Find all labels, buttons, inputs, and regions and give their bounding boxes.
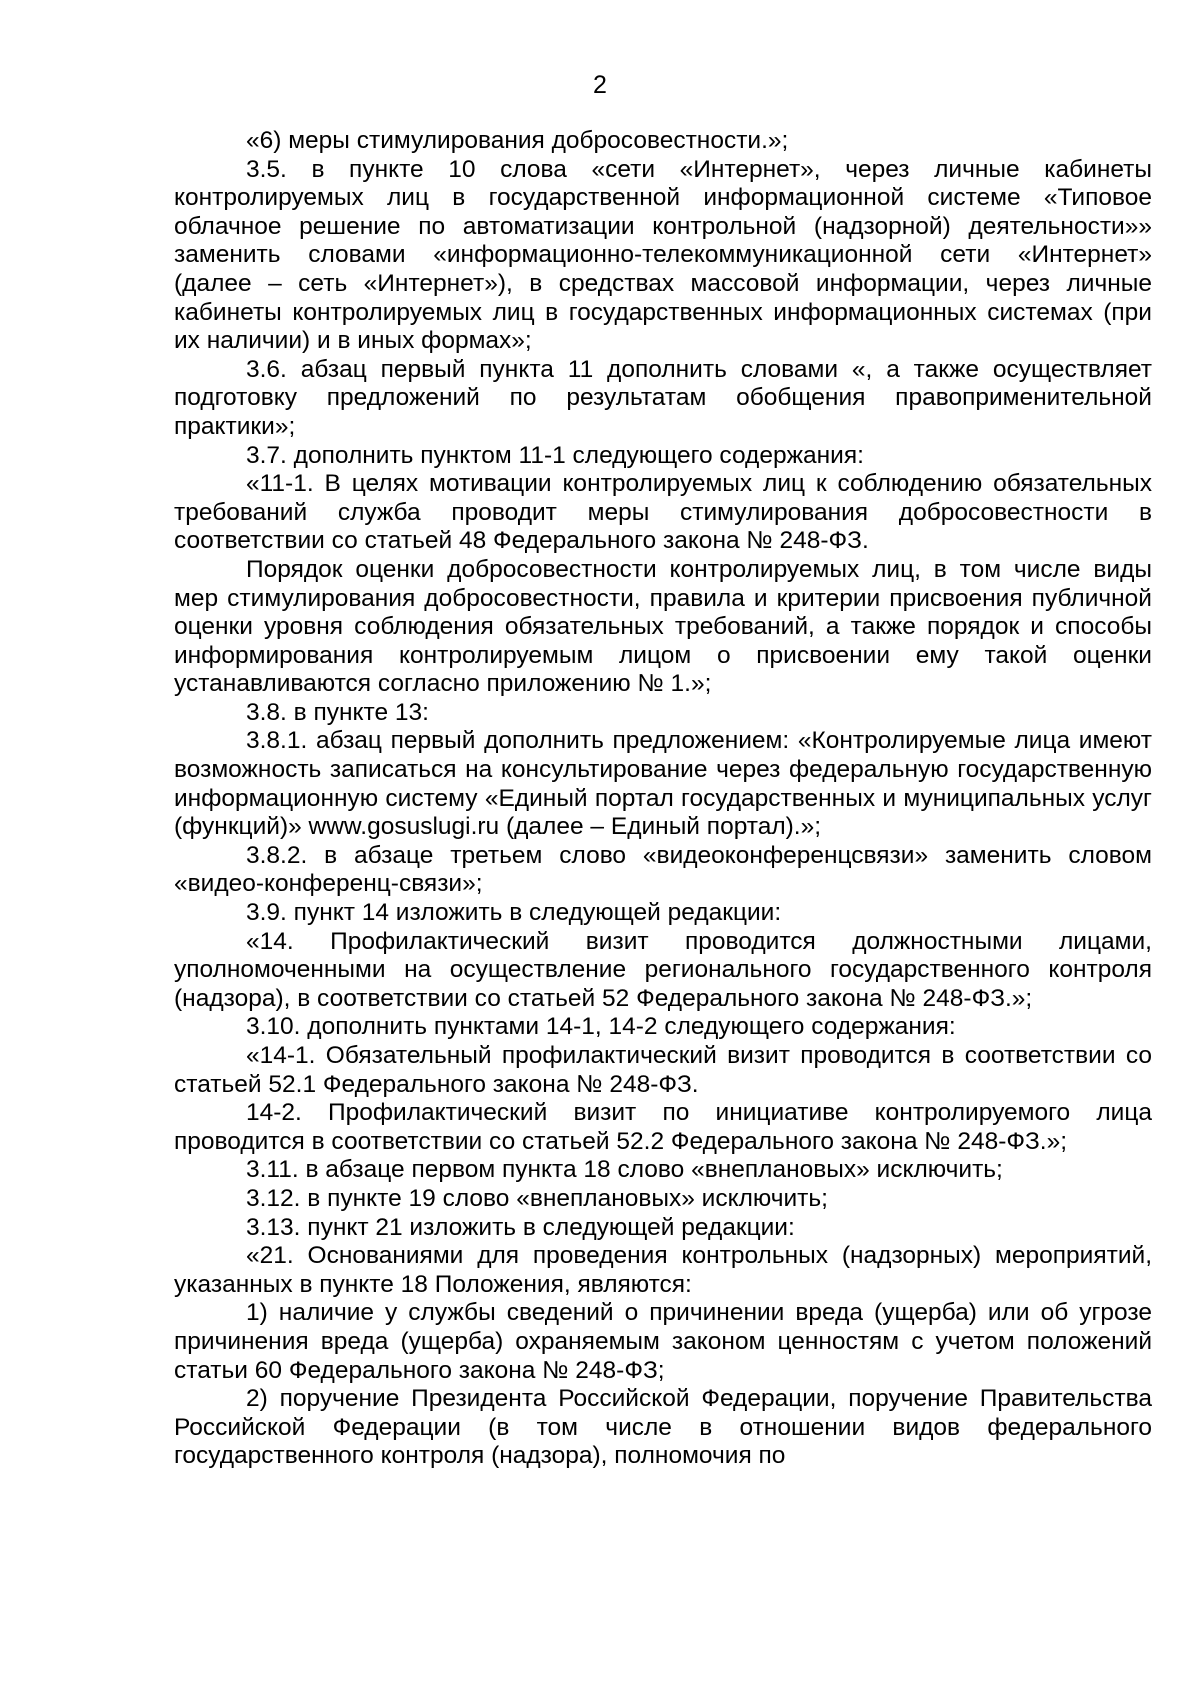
document-body: [174, 127, 1152, 1471]
paragraph-3-10: 3.10. дополнить пунктами 14-1, 14-2 следующего содержания:: [246, 1013, 956, 1041]
paragraph-21-item-2: 2) поручение Президента Российской Федерации, поручение Правительства Российской Федерации (в том числе в отношении видов федерального государственного контроля (надзора), полномочия по: [174, 1385, 1152, 1470]
page-number: 2: [593, 71, 607, 99]
paragraph-3-5: 3.5. в пункте 10 слова «сети «Интернет», через личные кабинеты контролируемых лиц в государственной информационной системе «Типовое облачное решение по автоматизации контрольной (надзорной) деятельности»» заменить словами «информационно-телекоммуникационной сети «Интернет» (далее – сеть «Интернет»), в средствах массовой информации, через личные кабинеты контролируемых лиц в государственных информационных системах (при их наличии) и в иных формах»;: [174, 155, 1152, 355]
paragraph-14-2: 14-2. Профилактический визит по инициативе контролируемого лица проводится в соответствии со статьей 52.2 Федерального закона № 248-ФЗ.»;: [174, 1099, 1152, 1155]
paragraph-3-12: 3.12. в пункте 19 слово «внеплановых» исключить;: [246, 1184, 828, 1212]
paragraph-3-7: 3.7. дополнить пунктом 11-1 следующего содержания:: [246, 441, 864, 469]
paragraph-21: «21. Основаниями для проведения контрольных (надзорных) мероприятий, указанных в пункте 18 Положения, являются:: [174, 1242, 1152, 1298]
paragraph-21-item-1: 1) наличие у службы сведений о причинении вреда (ущерба) или об угрозе причинения вреда (ущерба) охраняемым законом ценностям с учетом положений статьи 60 Федерального закона № 248-ФЗ;: [174, 1299, 1152, 1384]
paragraph-3-13: 3.13. пункт 21 изложить в следующей редакции:: [246, 1213, 795, 1241]
paragraph-14: «14. Профилактический визит проводится должностными лицами, уполномоченными на осуществление регионального государственного контроля (надзора), в соответствии со статьей 52 Федерального закона № 248-ФЗ.»;: [174, 927, 1152, 1012]
paragraph-assessment-procedure: Порядок оценки добросовестности контролируемых лиц, в том числе виды мер стимулирования добросовестности, правила и критерии присвоения публичной оценки уровня соблюдения обязательных требований, а также порядок и способы информирования контролируемым лицом о присвоении ему такой оценки устанавливаются согласно приложению № 1.»;: [174, 555, 1152, 698]
paragraph-3-8-1: 3.8.1. абзац первый дополнить предложением: «Контролируемые лица имеют возможность записаться на консультирование через федеральную государственную информационную систему «Единый портал государственных и муниципальных услуг (функций)» www.gosuslugi.ru (далее – Единый портал).»;: [174, 727, 1152, 841]
paragraph-3-9: 3.9. пункт 14 изложить в следующей редакции:: [246, 899, 782, 927]
paragraph-3-8-2: 3.8.2. в абзаце третьем слово «видеоконференцсвязи» заменить словом «видео-конференц-связи»;: [174, 841, 1152, 898]
paragraph-3-11: 3.11. в абзаце первом пункта 18 слово «внеплановых» исключить;: [246, 1156, 1003, 1184]
paragraph-3-8: 3.8. в пункте 13:: [246, 698, 429, 726]
paragraph-11-1: «11-1. В целях мотивации контролируемых лиц к соблюдению обязательных требований служба проводит меры стимулирования добросовестности в соответствии со статьей 48 Федерального закона № 248-ФЗ.: [174, 470, 1152, 555]
paragraph-item-6: «6) меры стимулирования добросовестности.»;: [246, 127, 789, 154]
paragraph-14-1: «14-1. Обязательный профилактический визит проводится в соответствии со статьей 52.1 Федерального закона № 248-ФЗ.: [174, 1042, 1152, 1098]
paragraph-3-6: 3.6. абзац первый пункта 11 дополнить словами «, а также осуществляет подготовку предложений по результатам обобщения правоприменительной практики»;: [174, 355, 1152, 440]
